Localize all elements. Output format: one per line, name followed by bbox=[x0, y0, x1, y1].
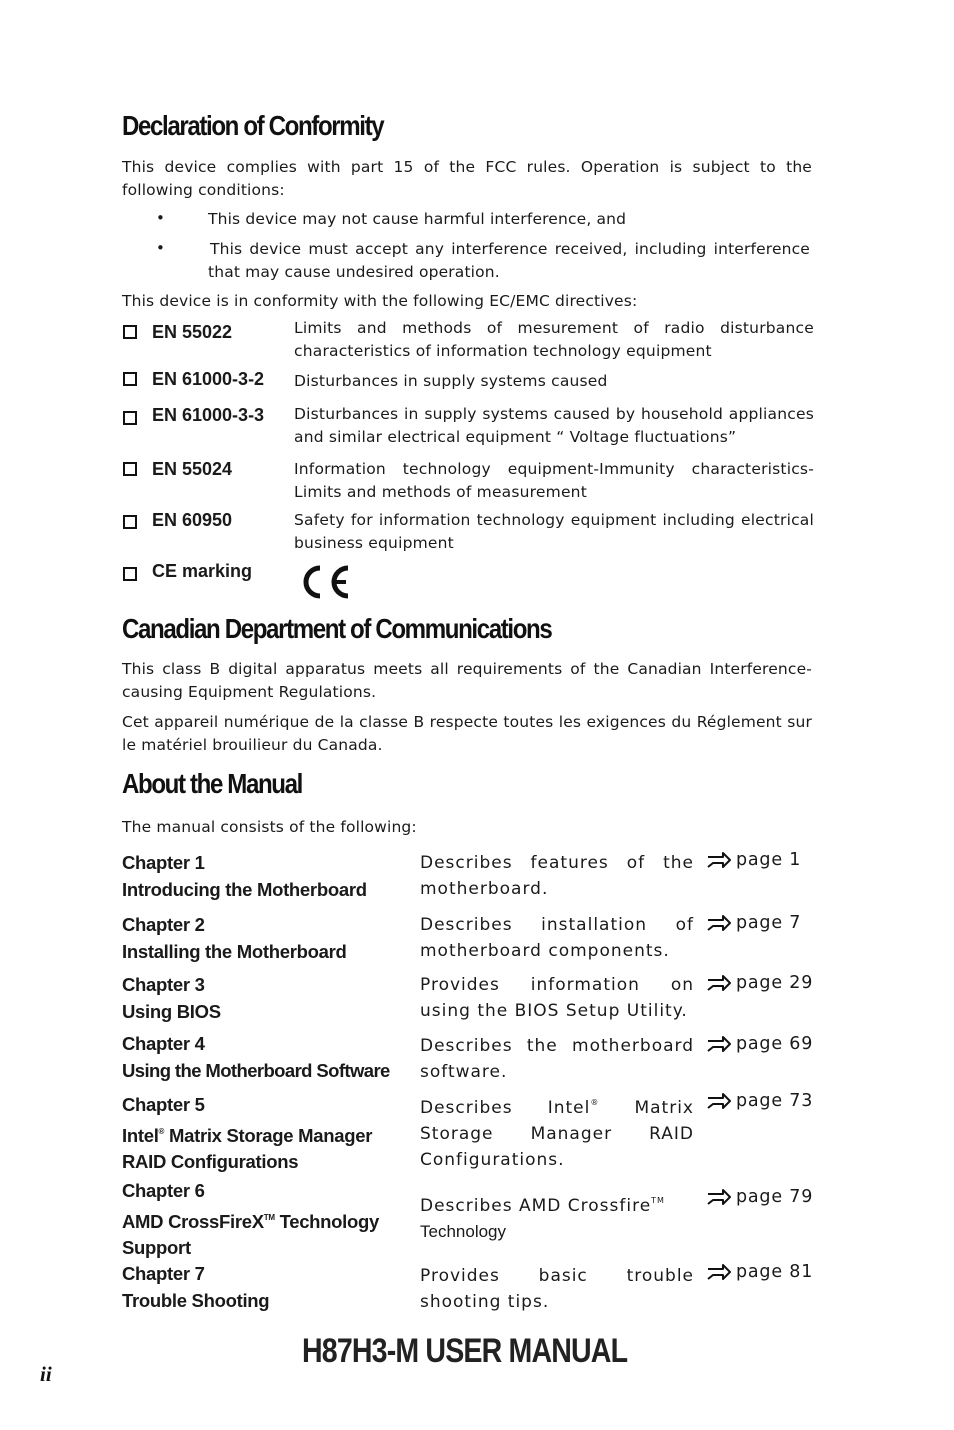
chapter-name: Introducing the Motherboard bbox=[122, 878, 367, 900]
checkbox-icon bbox=[123, 325, 137, 339]
bullet-item: This device may not cause harmful interference, and bbox=[208, 210, 627, 228]
page-arrow-icon bbox=[706, 914, 732, 932]
canadian-paragraph-en: This class B digital apparatus meets all requirements of the Canadian Interference-causing Equipment Regulations. bbox=[122, 660, 812, 701]
footer-manual-title: H87H3-M USER MANUAL bbox=[302, 1332, 628, 1370]
page-arrow-icon bbox=[706, 1035, 732, 1053]
chapter-number: Chapter 1 bbox=[122, 852, 205, 873]
chapter-page: page 79 bbox=[736, 1187, 814, 1207]
page-arrow-icon bbox=[706, 851, 732, 869]
chapter-number: Chapter 4 bbox=[122, 1033, 205, 1054]
chapter-name: AMD CrossFireX™ Technology Support bbox=[122, 1210, 380, 1258]
chapter-page: page 73 bbox=[736, 1091, 814, 1111]
chapter-number: Chapter 3 bbox=[122, 974, 205, 995]
chapter-page: page 7 bbox=[736, 913, 802, 933]
chapter-name: Installing the Motherboard bbox=[122, 940, 347, 962]
page-arrow-icon bbox=[706, 1188, 732, 1206]
chapter-description: Provides basic trouble shooting tips. bbox=[420, 1266, 694, 1312]
manual-intro: The manual consists of the following: bbox=[122, 818, 417, 836]
chapter-page-link[interactable] bbox=[706, 973, 813, 993]
chapter-name: Using the Motherboard Software bbox=[122, 1059, 390, 1081]
bullet-dot: • bbox=[156, 209, 165, 227]
ce-marking-icon bbox=[296, 564, 352, 600]
bullet-dot: • bbox=[156, 239, 165, 257]
standard-code: EN 61000-3-3 bbox=[152, 405, 265, 425]
chapter-number: Chapter 2 bbox=[122, 914, 205, 935]
chapter-description: Describes installation of motherboard components. bbox=[420, 915, 694, 961]
chapter-page-link[interactable] bbox=[706, 1091, 813, 1111]
chapter-page: page 29 bbox=[736, 973, 814, 993]
chapter-title bbox=[122, 1031, 422, 1084]
heading-declaration-of-conformity: Declaration of Conformity bbox=[122, 110, 384, 141]
chapter-page: page 1 bbox=[736, 850, 802, 870]
standard-code: CE marking bbox=[152, 561, 253, 581]
standard-code: EN 55024 bbox=[152, 459, 233, 479]
canadian-paragraph-fr: Cet appareil numérique de la classe B respecte toutes les exigences du Réglement sur le matériel brouilieur du Canada. bbox=[122, 713, 812, 754]
standard-description: Limits and methods of mesurement of radio disturbance characteristics of information technology equipment bbox=[294, 319, 814, 360]
chapter-page: page 69 bbox=[736, 1034, 814, 1054]
chapter-name: Using BIOS bbox=[122, 1000, 221, 1022]
chapter-description: Describes Intel® Matrix Storage Manager RAID Configurations. bbox=[420, 1098, 694, 1170]
chapter-number: Chapter 5 bbox=[122, 1094, 205, 1115]
chapter-description: Describes features of the motherboard. bbox=[420, 853, 694, 899]
directives-intro: This device is in conformity with the following EC/EMC directives: bbox=[122, 292, 638, 310]
standard-code: EN 55022 bbox=[152, 322, 233, 342]
bullet-item: This device must accept any interference received, including interference that may cause undesired operation. bbox=[208, 240, 810, 281]
checkbox-icon bbox=[123, 372, 137, 386]
chapter-page-link[interactable] bbox=[706, 1187, 813, 1207]
page-arrow-icon bbox=[706, 1092, 732, 1110]
chapter-page-link[interactable] bbox=[706, 1262, 813, 1282]
standard-code: EN 60950 bbox=[152, 510, 233, 530]
chapter-number: Chapter 7 bbox=[122, 1263, 205, 1284]
standard-description: Information technology equipment-Immunity characteristics-Limits and methods of measurement bbox=[294, 460, 814, 501]
chapter-title bbox=[122, 1261, 418, 1314]
checkbox-icon bbox=[123, 411, 137, 425]
chapter-description: Describes AMD Crossfire™ Technology bbox=[420, 1196, 665, 1241]
chapter-title bbox=[122, 1092, 418, 1176]
heading-about-the-manual: About the Manual bbox=[122, 768, 302, 799]
checkbox-icon bbox=[123, 567, 137, 581]
chapter-page-link[interactable] bbox=[706, 913, 801, 933]
chapter-name: Intel® Matrix Storage Manager RAID Configurations bbox=[122, 1124, 373, 1172]
checkbox-icon bbox=[123, 515, 137, 529]
chapter-title bbox=[122, 1178, 418, 1262]
chapter-title bbox=[122, 912, 418, 965]
chapter-title bbox=[122, 850, 418, 903]
chapter-title bbox=[122, 972, 418, 1025]
chapter-number: Chapter 6 bbox=[122, 1180, 205, 1201]
chapter-name: Trouble Shooting bbox=[122, 1289, 270, 1311]
chapter-description: Provides information on using the BIOS Setup Utility. bbox=[420, 975, 694, 1021]
chapter-page-link[interactable] bbox=[706, 850, 801, 870]
standard-description: Disturbances in supply systems caused bbox=[294, 372, 608, 390]
standard-code: EN 61000-3-2 bbox=[152, 369, 265, 389]
heading-canadian-department: Canadian Department of Communications bbox=[122, 613, 552, 644]
chapter-page-link[interactable] bbox=[706, 1034, 813, 1054]
standard-description: Disturbances in supply systems caused by household appliances and similar electrical equipment “ Voltage fluctuations” bbox=[294, 405, 814, 446]
page-number: ii bbox=[40, 1362, 52, 1386]
page-arrow-icon bbox=[706, 974, 732, 992]
checkbox-icon bbox=[123, 462, 137, 476]
page-arrow-icon bbox=[706, 1263, 732, 1281]
chapter-description: Describes the motherboard software. bbox=[420, 1036, 694, 1082]
fcc-intro-paragraph: This device complies with part 15 of the FCC rules. Operation is subject to the following conditions: bbox=[122, 158, 812, 199]
standard-description: Safety for information technology equipment including electrical business equipment bbox=[294, 511, 814, 552]
chapter-page: page 81 bbox=[736, 1262, 814, 1282]
